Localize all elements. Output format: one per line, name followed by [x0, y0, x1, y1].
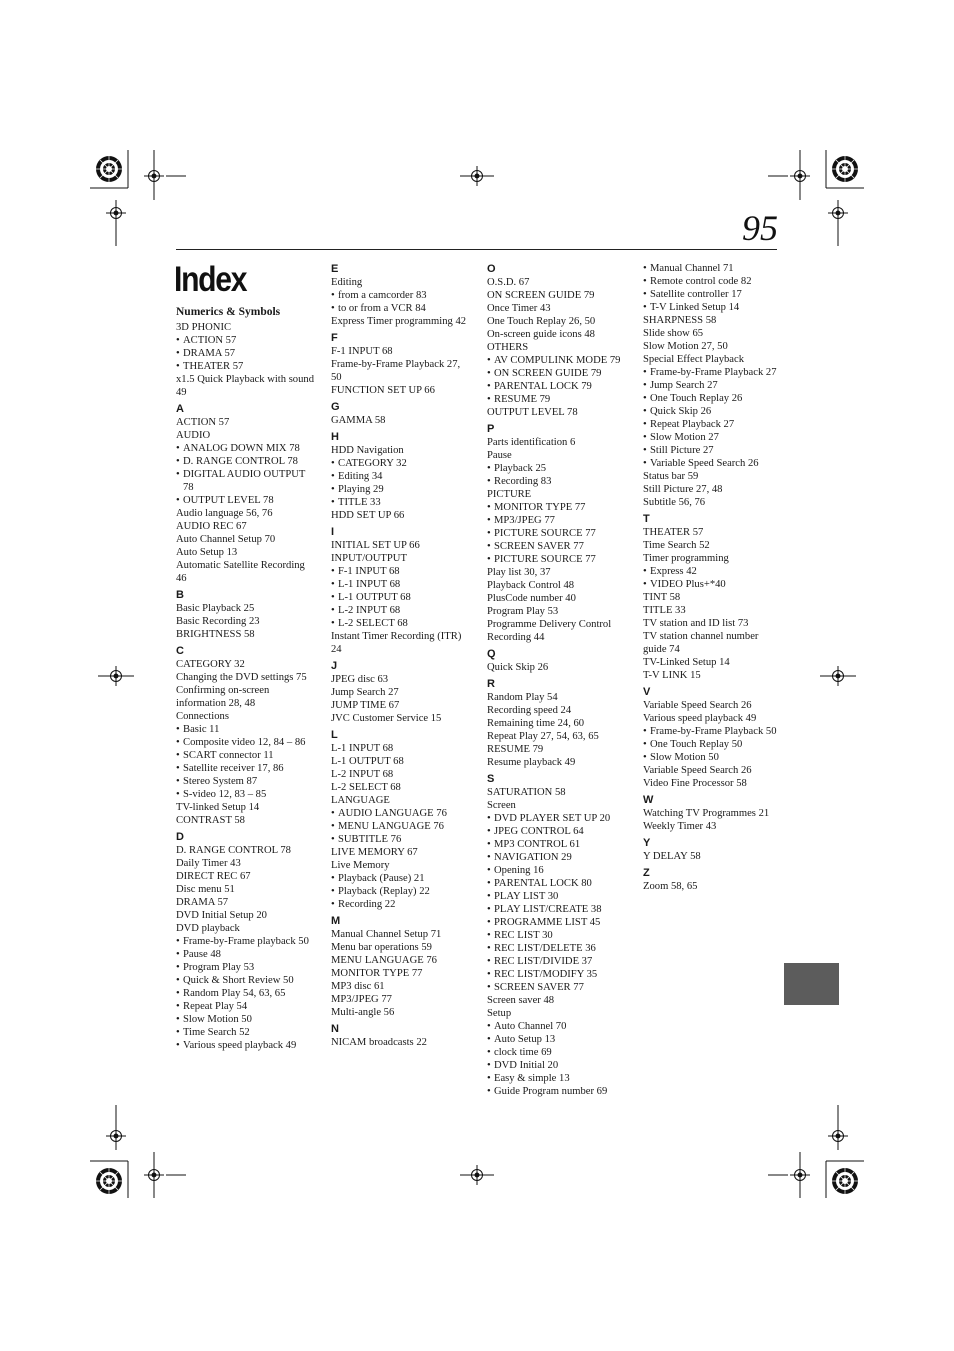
- index-subentry: • Express 42: [643, 565, 783, 578]
- index-subentry: • ACTION 57: [176, 334, 314, 347]
- page-number: 95: [742, 208, 778, 248]
- index-entry: JVC Customer Service 15: [331, 713, 442, 724]
- index-entry: Connections: [176, 711, 229, 722]
- index-subentry: • NAVIGATION 29: [487, 851, 627, 864]
- index-entry: L-2 SELECT 68: [331, 782, 401, 793]
- index-subentry: • PICTURE SOURCE 77: [487, 527, 627, 540]
- index-subentry: • Slow Motion 27: [643, 431, 783, 444]
- index-subentry: • SCREEN SAVER 77: [487, 540, 627, 553]
- index-entry: TV-linked Setup 14: [176, 802, 260, 813]
- index-entry: INPUT/OUTPUT: [331, 553, 407, 564]
- letter-heading: D: [176, 831, 184, 843]
- index-entry: Auto Channel Setup 70: [176, 534, 276, 545]
- letter-heading: W: [643, 794, 654, 806]
- index-subentry: • Jump Search 27: [643, 379, 783, 392]
- index-entry: SHARPNESS 58: [643, 315, 717, 326]
- index-subentry: • Still Picture 27: [643, 444, 783, 457]
- index-entry: Quick Skip 26: [487, 662, 549, 673]
- index-subentry: • MONITOR TYPE 77: [487, 501, 627, 514]
- letter-heading: F: [331, 332, 338, 344]
- index-subentry: • One Touch Replay 26: [643, 392, 783, 405]
- index-entry: DRAMA 57: [176, 897, 229, 908]
- index-entry: Pause: [487, 450, 512, 461]
- index-entry: Screen saver 48: [487, 995, 555, 1006]
- index-entry: Timer programming: [643, 553, 729, 564]
- index-subentry: • SUBTITLE 76: [331, 833, 469, 846]
- index-entry: AUDIO REC 67: [176, 521, 247, 532]
- letter-heading: O: [487, 263, 496, 275]
- letter-heading: Q: [487, 648, 496, 660]
- index-entry: TV station and ID list 73: [643, 618, 749, 629]
- index-subentry: • CATEGORY 32: [331, 457, 469, 470]
- index-entry: Program Play 53: [487, 606, 559, 617]
- index-entry: L-1 INPUT 68: [331, 743, 394, 754]
- index-subentry: • Auto Setup 13: [487, 1033, 627, 1046]
- index-entry: JPEG disc 63: [331, 674, 389, 685]
- index-entry: Express Timer programming 42: [331, 316, 467, 327]
- letter-heading: A: [176, 403, 184, 415]
- index-entry: OTHERS: [487, 342, 529, 353]
- index-entry: Basic Playback 25: [176, 603, 255, 614]
- index-subentry: • Pause 48: [176, 948, 314, 961]
- index-subentry: • AV COMPULINK MODE 79: [487, 354, 627, 367]
- index-subentry: • Guide Program number 69: [487, 1085, 627, 1098]
- index-entry: MENU LANGUAGE 76: [331, 955, 437, 966]
- index-entry: RESUME 79: [487, 744, 544, 755]
- index-entry: CATEGORY 32: [176, 659, 245, 670]
- index-entry: Still Picture 27, 48: [643, 484, 723, 495]
- index-entry: Weekly Timer 43: [643, 821, 717, 832]
- index-subentry: • Recording 83: [487, 475, 627, 488]
- index-subentry: • Frame-by-Frame Playback 27: [643, 366, 783, 379]
- index-entry: Slide show 65: [643, 328, 704, 339]
- section-heading: Numerics & Symbols: [176, 306, 281, 318]
- index-entry: Screen: [487, 800, 516, 811]
- index-entry: On-screen guide icons 48: [487, 329, 595, 340]
- index-subentry: • Easy & simple 13: [487, 1072, 627, 1085]
- index-entry: Random Play 54: [487, 692, 558, 703]
- index-entry: 3D PHONIC: [176, 322, 232, 333]
- letter-heading: S: [487, 773, 495, 785]
- index-entry: Automatic Satellite Recording 46: [176, 560, 305, 584]
- index-subentry: • Playback (Replay) 22: [331, 885, 469, 898]
- index-entry: Changing the DVD settings 75: [176, 672, 307, 683]
- index-subentry: • REC LIST/DELETE 36: [487, 942, 627, 955]
- index-entry: Subtitle 56, 76: [643, 497, 706, 508]
- index-entry: Variable Speed Search 26: [643, 765, 752, 776]
- index-subentry: • ON SCREEN GUIDE 79: [487, 367, 627, 380]
- index-subentry: • Frame-by-Frame Playback 50: [643, 725, 783, 738]
- index-subentry: • SCREEN SAVER 77: [487, 981, 627, 994]
- index-subentry: • clock time 69: [487, 1046, 627, 1059]
- index-entry: MP3/JPEG 77: [331, 994, 392, 1005]
- index-subentry: • MENU LANGUAGE 76: [331, 820, 469, 833]
- page-title: Index: [174, 260, 247, 299]
- index-subentry: • JPEG CONTROL 64: [487, 825, 627, 838]
- index-subentry: • Slow Motion 50: [176, 1013, 314, 1026]
- index-entry: LANGUAGE: [331, 795, 390, 806]
- index-entry: Resume playback 49: [487, 757, 576, 768]
- index-subentry: • TITLE 33: [331, 496, 469, 509]
- index-subentry: • Editing 34: [331, 470, 469, 483]
- index-subentry: • Composite video 12, 84 – 86: [176, 736, 314, 749]
- index-entry: Frame-by-Frame Playback 27, 50: [331, 359, 461, 383]
- index-subentry: • PICTURE SOURCE 77: [487, 553, 627, 566]
- index-entry: Y DELAY 58: [643, 851, 701, 862]
- index-entry: F-1 INPUT 68: [331, 346, 393, 357]
- index-subentry: • Slow Motion 50: [643, 751, 783, 764]
- index-subentry: • Time Search 52: [176, 1026, 314, 1039]
- index-entry: PICTURE: [487, 489, 532, 500]
- index-subentry: • AUDIO LANGUAGE 76: [331, 807, 469, 820]
- index-subentry: • Auto Channel 70: [487, 1020, 627, 1033]
- index-subentry: • RESUME 79: [487, 393, 627, 406]
- index-entry: TITLE 33: [643, 605, 686, 616]
- index-entry: Remaining time 24, 60: [487, 718, 585, 729]
- index-entry: Play list 30, 37: [487, 567, 551, 578]
- index-entry: L-1 OUTPUT 68: [331, 756, 404, 767]
- index-subentry: • OUTPUT LEVEL 78: [176, 494, 314, 507]
- index-subentry: • DIGITAL AUDIO OUTPUT 78: [176, 468, 314, 494]
- letter-heading: R: [487, 678, 495, 690]
- index-subentry: • DVD PLAYER SET UP 20: [487, 812, 627, 825]
- index-subentry: • MP3/JPEG 77: [487, 514, 627, 527]
- index-subentry: • Playback 25: [487, 462, 627, 475]
- index-subentry: • REC LIST 30: [487, 929, 627, 942]
- index-entry: Setup: [487, 1008, 512, 1019]
- letter-heading: L: [331, 729, 338, 741]
- letter-heading: E: [331, 263, 339, 275]
- index-subentry: • DVD Initial 20: [487, 1059, 627, 1072]
- index-subentry: • One Touch Replay 50: [643, 738, 783, 751]
- index-entry: TINT 58: [643, 592, 681, 603]
- letter-heading: B: [176, 589, 184, 601]
- index-entry: Multi-angle 56: [331, 1007, 395, 1018]
- index-subentry: • F-1 INPUT 68: [331, 565, 469, 578]
- index-entry: INITIAL SET UP 66: [331, 540, 420, 551]
- index-entry: MONITOR TYPE 77: [331, 968, 423, 979]
- index-entry: DIRECT REC 67: [176, 871, 251, 882]
- index-subentry: • Basic 11: [176, 723, 314, 736]
- index-subentry: • PARENTAL LOCK 79: [487, 380, 627, 393]
- index-subentry: • Program Play 53: [176, 961, 314, 974]
- index-entry: Once Timer 43: [487, 303, 551, 314]
- index-subentry: • Quick Skip 26: [643, 405, 783, 418]
- index-entry: CONTRAST 58: [176, 815, 245, 826]
- index-subentry: • THEATER 57: [176, 360, 314, 373]
- index-entry: Recording speed 24: [487, 705, 572, 716]
- index-entry: Programme Delivery Control Recording 44: [487, 619, 612, 643]
- index-column-1: [176, 305, 314, 1052]
- index-subentry: • PROGRAMME LIST 45: [487, 916, 627, 929]
- section-tab: [784, 963, 839, 1005]
- index-entry: HDD SET UP 66: [331, 510, 405, 521]
- index-entry: Video Fine Processor 58: [643, 778, 747, 789]
- index-subentry: • from a camcorder 83: [331, 289, 469, 302]
- index-column-2: [331, 263, 469, 1049]
- index-subentry: • Quick & Short Review 50: [176, 974, 314, 987]
- letter-heading: Z: [643, 867, 650, 879]
- index-subentry: • S-video 12, 83 – 85: [176, 788, 314, 801]
- index-subentry: • ANALOG DOWN MIX 78: [176, 442, 314, 455]
- letter-heading: M: [331, 915, 341, 927]
- index-subentry: • Opening 16: [487, 864, 627, 877]
- index-entry: BRIGHTNESS 58: [176, 629, 255, 640]
- index-entry: FUNCTION SET UP 66: [331, 385, 435, 396]
- index-entry: PlusCode number 40: [487, 593, 576, 604]
- index-entry: Daily Timer 43: [176, 858, 241, 869]
- index-subentry: • REC LIST/MODIFY 35: [487, 968, 627, 981]
- index-entry: JUMP TIME 67: [331, 700, 400, 711]
- index-entry: Various speed playback 49: [643, 713, 757, 724]
- index-entry: AUDIO: [176, 430, 211, 441]
- index-entry: Watching TV Programmes 21: [643, 808, 770, 819]
- letter-heading: N: [331, 1023, 339, 1035]
- index-subentry: • Playback (Pause) 21: [331, 872, 469, 885]
- letter-heading: T: [643, 513, 650, 525]
- index-entry: Zoom 58, 65: [643, 881, 698, 892]
- index-entry: Disc menu 51: [176, 884, 235, 895]
- letter-heading: J: [331, 660, 338, 672]
- letter-heading: I: [331, 526, 335, 538]
- index-subentry: • L-2 SELECT 68: [331, 617, 469, 630]
- index-entry: GAMMA 58: [331, 415, 386, 426]
- index-subentry: • Recording 22: [331, 898, 469, 911]
- index-entry: TV-Linked Setup 14: [643, 657, 730, 668]
- index-subentry: • Stereo System 87: [176, 775, 314, 788]
- index-subentry: • Frame-by-Frame playback 50: [176, 935, 314, 948]
- index-entry: Manual Channel Setup 71: [331, 929, 442, 940]
- index-entry: Confirming on-screen information 28, 48: [176, 685, 270, 709]
- index-subentry: • Satellite controller 17: [643, 288, 783, 301]
- index-entry: Special Effect Playback: [643, 354, 744, 365]
- index-subentry: • Variable Speed Search 26: [643, 457, 783, 470]
- index-subentry: • L-1 INPUT 68: [331, 578, 469, 591]
- letter-heading: Y: [643, 837, 651, 849]
- index-subentry: • MP3 CONTROL 61: [487, 838, 627, 851]
- index-entry: Repeat Play 27, 54, 63, 65: [487, 731, 599, 742]
- index-subentry: • to or from a VCR 84: [331, 302, 469, 315]
- index-subentry: • VIDEO Plus+*40: [643, 578, 783, 591]
- index-entry: Time Search 52: [643, 540, 710, 551]
- index-subentry: • PLAY LIST/CREATE 38: [487, 903, 627, 916]
- index-subentry: • Random Play 54, 63, 65: [176, 987, 314, 1000]
- index-entry: Menu bar operations 59: [331, 942, 432, 953]
- index-entry: NICAM broadcasts 22: [331, 1037, 427, 1048]
- index-subentry: • L-1 OUTPUT 68: [331, 591, 469, 604]
- index-subentry: • DRAMA 57: [176, 347, 314, 360]
- index-subentry: • Satellite receiver 17, 86: [176, 762, 314, 775]
- index-entry: T-V LINK 15: [643, 670, 701, 681]
- index-entry: D. RANGE CONTROL 78: [176, 845, 291, 856]
- index-entry: Variable Speed Search 26: [643, 700, 752, 711]
- index-subentry: • L-2 INPUT 68: [331, 604, 469, 617]
- index-entry: THEATER 57: [643, 527, 704, 538]
- index-entry: One Touch Replay 26, 50: [487, 316, 596, 327]
- index-subentry: • Various speed playback 49: [176, 1039, 314, 1052]
- header-rule: [176, 249, 777, 250]
- index-entry: L-2 INPUT 68: [331, 769, 394, 780]
- index-subentry: • Repeat Play 54: [176, 1000, 314, 1013]
- index-entry: DVD Initial Setup 20: [176, 910, 267, 921]
- index-entry: Status bar 59: [643, 471, 699, 482]
- index-entry: Live Memory: [331, 860, 390, 871]
- index-subentry: • Manual Channel 71: [643, 262, 783, 275]
- index-entry: Editing: [331, 277, 363, 288]
- index-subentry: • Playing 29: [331, 483, 469, 496]
- index-entry: MP3 disc 61: [331, 981, 385, 992]
- index-entry: Slow Motion 27, 50: [643, 341, 728, 352]
- index-entry: Auto Setup 13: [176, 547, 238, 558]
- index-entry: HDD Navigation: [331, 445, 404, 456]
- index-subentry: • Repeat Playback 27: [643, 418, 783, 431]
- index-subentry: • SCART connector 11: [176, 749, 314, 762]
- index-entry: O.S.D. 67: [487, 277, 530, 288]
- index-column-4: [643, 262, 783, 893]
- letter-heading: P: [487, 423, 495, 435]
- index-entry: Jump Search 27: [331, 687, 399, 698]
- index-entry: Basic Recording 23: [176, 616, 260, 627]
- index-subentry: • Remote control code 82: [643, 275, 783, 288]
- letter-heading: G: [331, 401, 340, 413]
- index-subentry: • D. RANGE CONTROL 78: [176, 455, 314, 468]
- index-entry: LIVE MEMORY 67: [331, 847, 418, 858]
- index-entry: ON SCREEN GUIDE 79: [487, 290, 595, 301]
- index-entry: ACTION 57: [176, 417, 230, 428]
- index-subentry: • REC LIST/DIVIDE 37: [487, 955, 627, 968]
- letter-heading: V: [643, 686, 651, 698]
- index-entry: SATURATION 58: [487, 787, 566, 798]
- index-subentry: • PARENTAL LOCK 80: [487, 877, 627, 890]
- letter-heading: H: [331, 431, 339, 443]
- index-entry: Parts identification 6: [487, 437, 576, 448]
- index-entry: Audio language 56, 76: [176, 508, 273, 519]
- index-entry: Instant Timer Recording (ITR) 24: [331, 631, 462, 655]
- index-subentry: • T-V Linked Setup 14: [643, 301, 783, 314]
- index-column-3: [487, 263, 627, 1098]
- index-entry: OUTPUT LEVEL 78: [487, 407, 578, 418]
- index-entry: TV station channel number guide 74: [643, 631, 759, 655]
- index-entry: DVD playback: [176, 923, 240, 934]
- letter-heading: C: [176, 645, 184, 657]
- index-entry: x1.5 Quick Playback with sound 49: [176, 374, 314, 398]
- index-subentry: • PLAY LIST 30: [487, 890, 627, 903]
- index-entry: Playback Control 48: [487, 580, 575, 591]
